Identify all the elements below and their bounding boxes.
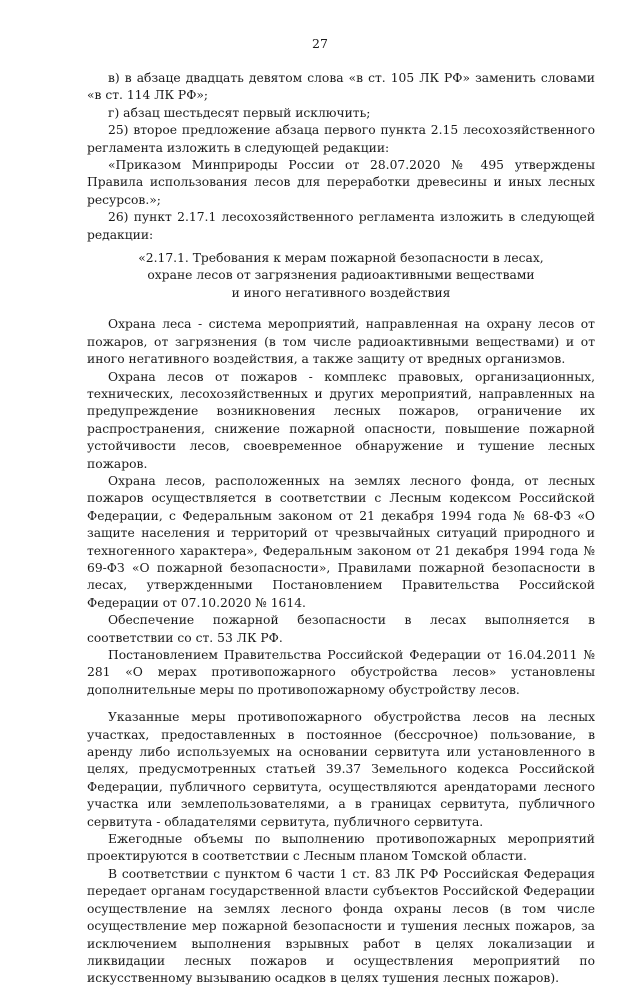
paragraph-article-83: В соответствии с пунктом 6 части 1 ст. 83 ЛК РФ Российская Федерация передает органам государственной власти субъектов Российской Федерации осуществление на землях лесного фонда охраны лесов (в том числе осуществление мер пожарной безопасности и тушения лесных пожаров, за исключением выполнения взрывных работ в целях локализации и ликвидации лесных пожаров и осуществления мероприятий по искусственному вызыванию осадков в целях тушения лесных пожаров). xyxy=(87,866,595,986)
paragraph-legal-basis: Охрана лесов, расположенных на землях лесного фонда, от лесных пожаров осуществляется в соответствии с Лесным кодексом Российской Федерации, с Федеральным законом от 21 декабря 1994 года № 68-ФЗ «О защите населения и территорий от чрезвычайных ситуаций природного и техногенного характера», Федеральным законом от 21 декабря 1994 года № 69-ФЗ «О пожарной безопасности», Правилами пожарной безопасности в лесах, утвержденными Постановлением Правительства Российской Федерации от 07.10.2020 № 1614. xyxy=(87,473,595,610)
paragraph-measures: Указанные меры противопожарного обустройства лесов на лесных участках, предоставленных в постоянное (бессрочное) пользование, в аренду либо используемых на основании сервитута или установленного в целях, предусмотренных статьей 39.37 Земельного кодекса Российской Федерации, публичного сервитута, осуществляются арендаторами лесного участка или землепользователями, а в границах сервитута, публичного сервитута - обладателями сервитута, публичного сервитута. xyxy=(87,710,595,829)
paragraph-fire-protection-definition: Охрана лесов от пожаров - комплекс правовых, организационных, технических, лесохозяйственных и других мероприятий, направленных на предупреждение возникновения лесных пожаров, ограничение их распространения, снижение пожарной опасности, повышение пожарной устойчивости лесов, своевременное обнаружение и тушение лесных пожаров. xyxy=(87,369,595,471)
section-heading-line-2: охране лесов от загрязнения радиоактивными веществами xyxy=(147,268,535,283)
section-heading-line-1: «2.17.1. Требования к мерам пожарной безопасности в лесах, xyxy=(138,251,544,266)
paragraph-amend-25: 25) второе предложение абзаца первого пункта 2.15 лесохозяйственного регламента изложить в следующей редакции: xyxy=(87,123,595,155)
section-heading-line-3: и иного негативного воздействия xyxy=(231,285,451,300)
paragraph-amend-g: г) абзац шестьдесят первый исключить; xyxy=(108,105,371,120)
paragraph-amend-v: в) в абзаце двадцать девятом слова «в ст. 105 ЛК РФ» заменить словами «в ст. 114 ЛК РФ»; xyxy=(87,71,595,103)
document-body xyxy=(87,70,595,988)
paragraph-annual-volumes: Ежегодные объемы по выполнению противопожарных мероприятий проектируются в соответствии с Лесным планом Томской области. xyxy=(87,832,595,864)
paragraph-amend-26: 26) пункт 2.17.1 лесохозяйственного регламента изложить в следующей редакции: xyxy=(87,210,595,242)
paragraph-resolution-281: Постановлением Правительства Российской Федерации от 16.04.2011 № 281 «О мерах противопожарного обустройства лесов» установлены дополнительные меры по противопожарному обустройству лесов. xyxy=(87,648,595,697)
page-number: 27 xyxy=(312,36,328,51)
paragraph-quote-order: «Приказом Минприроды России от 28.07.2020 № 495 утверждены Правила использования лесов для переработки древесины и иных лесных ресурсов.»; xyxy=(87,158,595,207)
paragraph-article-53: Обеспечение пожарной безопасности в лесах выполняется в соответствии со ст. 53 ЛК РФ. xyxy=(87,613,595,645)
paragraph-forest-protection-definition: Охрана леса - система мероприятий, направленная на охрану лесов от пожаров, от загрязнения (в том числе радиоактивными веществами) и от иного негативного воздействия, а также защиту от вредных организмов. xyxy=(87,317,595,367)
section-heading xyxy=(87,250,595,302)
